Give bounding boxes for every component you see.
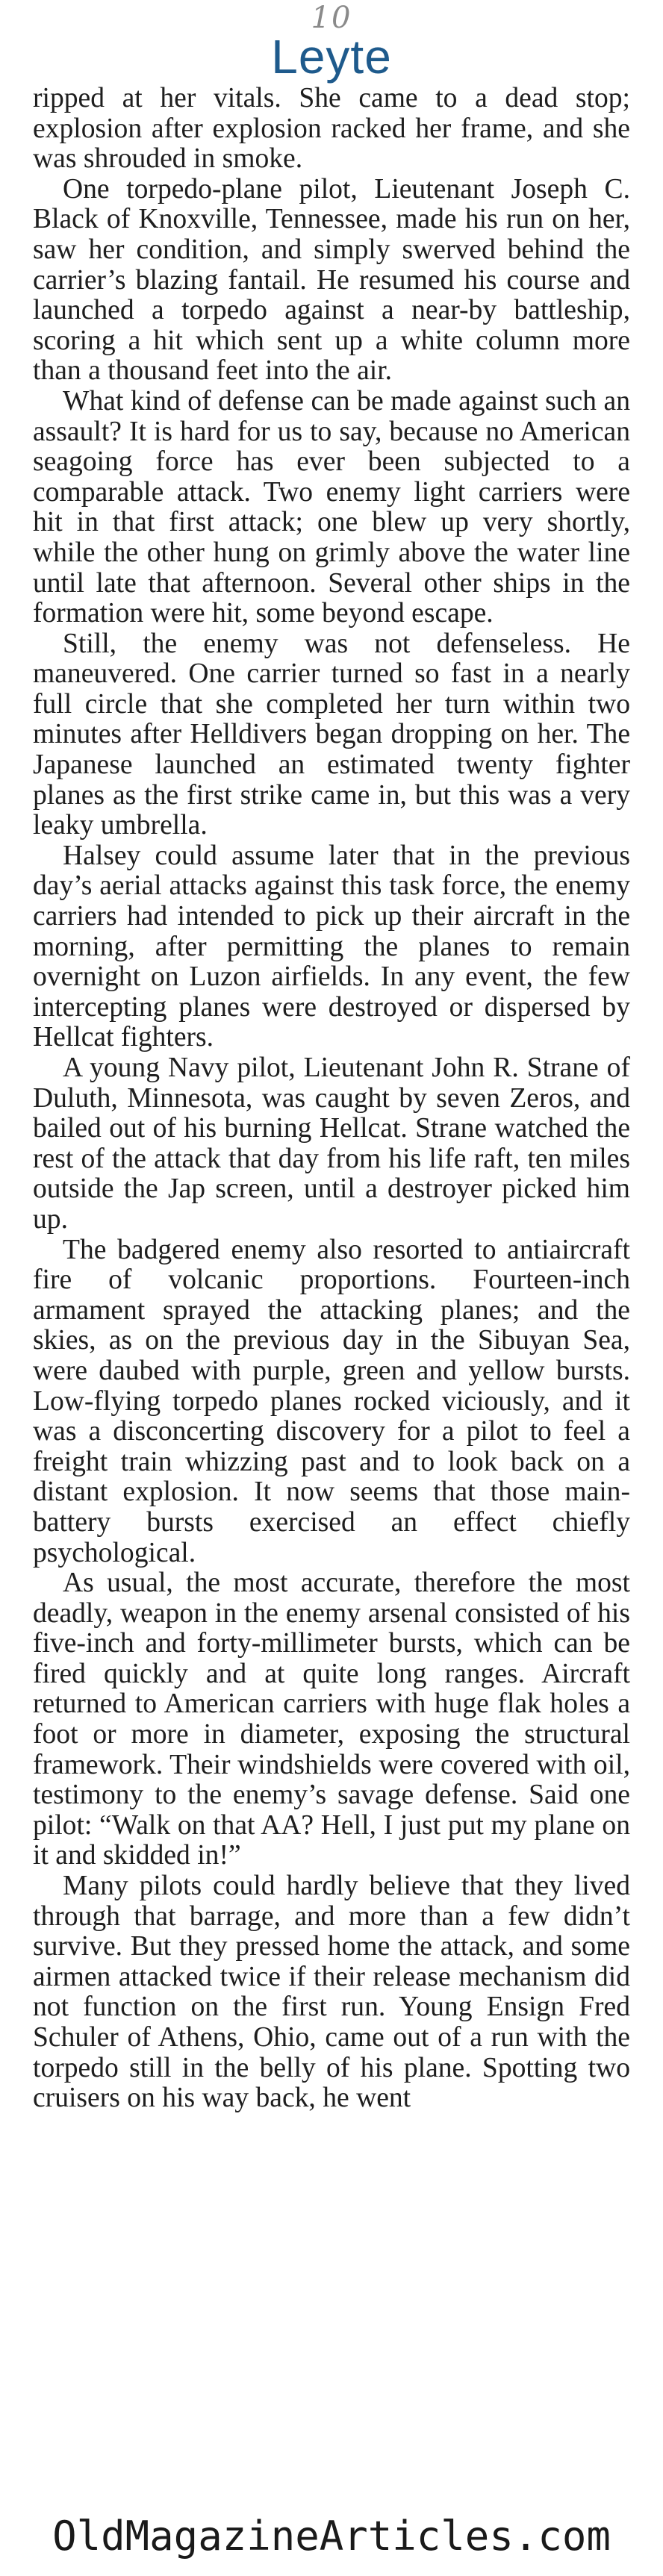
article-paragraph: What kind of defense can be made against such an assault? It is hard for us to say, because no American seagoing force has ever been subjected to a comparable attack. Two enemy light carriers were hit in that first attack; one blew up very shortly, while the other hung on grimly above the water line until late that afternoon. Several other ships in the formation were hit, some beyond escape. — [33, 385, 630, 629]
page-number: 10 — [311, 1, 352, 35]
article-paragraph: The badgered enemy also resorted to antiaircraft fire of volcanic proportions. Fourteen-inch armament sprayed the attacking planes; and the skies, as on the previous day in the Sibuyan Sea, were daubed with purple, green and yellow bursts. Low-flying torpedo planes rocked viciously, and it was a disconcerting discovery for a pilot to feel a freight train whizzing past and to look back on a distant explosion. It now seems that those main-battery bursts exercised an effect chiefly psychological. — [33, 1234, 630, 1568]
article-body — [33, 84, 630, 2114]
article-paragraph: ripped at her vitals. She came to a dead stop; explosion after explosion racked her frame, and she was shrouded in smoke. — [33, 83, 630, 175]
section-heading: Leyte — [271, 30, 392, 84]
article-paragraph: As usual, the most accurate, therefore the most deadly, weapon in the enemy arsenal consisted of his five-inch and forty-millimeter bursts, which can be fired quickly and at quite long ranges. Aircraft returned to American carriers with huge flak holes a foot or more in diameter, exposing the structural framework. Their windshields were covered with oil, testimony to the enemy’s savage defense. Said one pilot: “Walk on that AA? Hell, I just put my plane on it and skidded in!” — [33, 1568, 630, 1871]
article-paragraph: Many pilots could hardly believe that they lived through that barrage, and more than a few didn’t survive. But they pressed home the attack, and some airmen attacked twice if their release mechanism did not function on the first run. Young Ensign Fred Schuler of Athens, Ohio, came out of a run with the torpedo still in the belly of his plane. Spotting two cruisers on his way back, he went — [33, 1871, 630, 2114]
article-paragraph: One torpedo-plane pilot, Lieutenant Joseph C. Black of Knoxville, Tennessee, made his run on her, saw her condition, and simply swerved behind the carrier’s blazing fantail. He resumed his course and launched a torpedo against a near-by battleship, scoring a hit which sent up a white column more than a thousand feet into the air. — [33, 173, 630, 387]
article-paragraph: Halsey could assume later that in the previous day’s aerial attacks against this task force, the enemy carriers had intended to pick up their aircraft in the morning, after permitting the planes to remain overnight on Luzon airfields. In any event, the few intercepting planes were destroyed or dispersed by Hellcat fighters. — [33, 840, 630, 1053]
article-paragraph: Still, the enemy was not defenseless. He maneuvered. One carrier turned so fast in a nearly full circle that she completed her turn within two minutes after Helldivers began dropping on her. The Japanese launched an estimated twenty fighter planes as the first strike came in, but this was a very leaky umbrella. — [33, 628, 630, 841]
article-paragraph: A young Navy pilot, Lieutenant John R. Strane of Duluth, Minnesota, was caught by seven Zeros, and bailed out of his burning Hellcat. Strane watched the rest of the attack that day from his life raft, ten miles outside the Jap screen, until a destroyer picked him up. — [33, 1052, 630, 1235]
site-watermark: OldMagazineArticles.com — [52, 2513, 611, 2560]
